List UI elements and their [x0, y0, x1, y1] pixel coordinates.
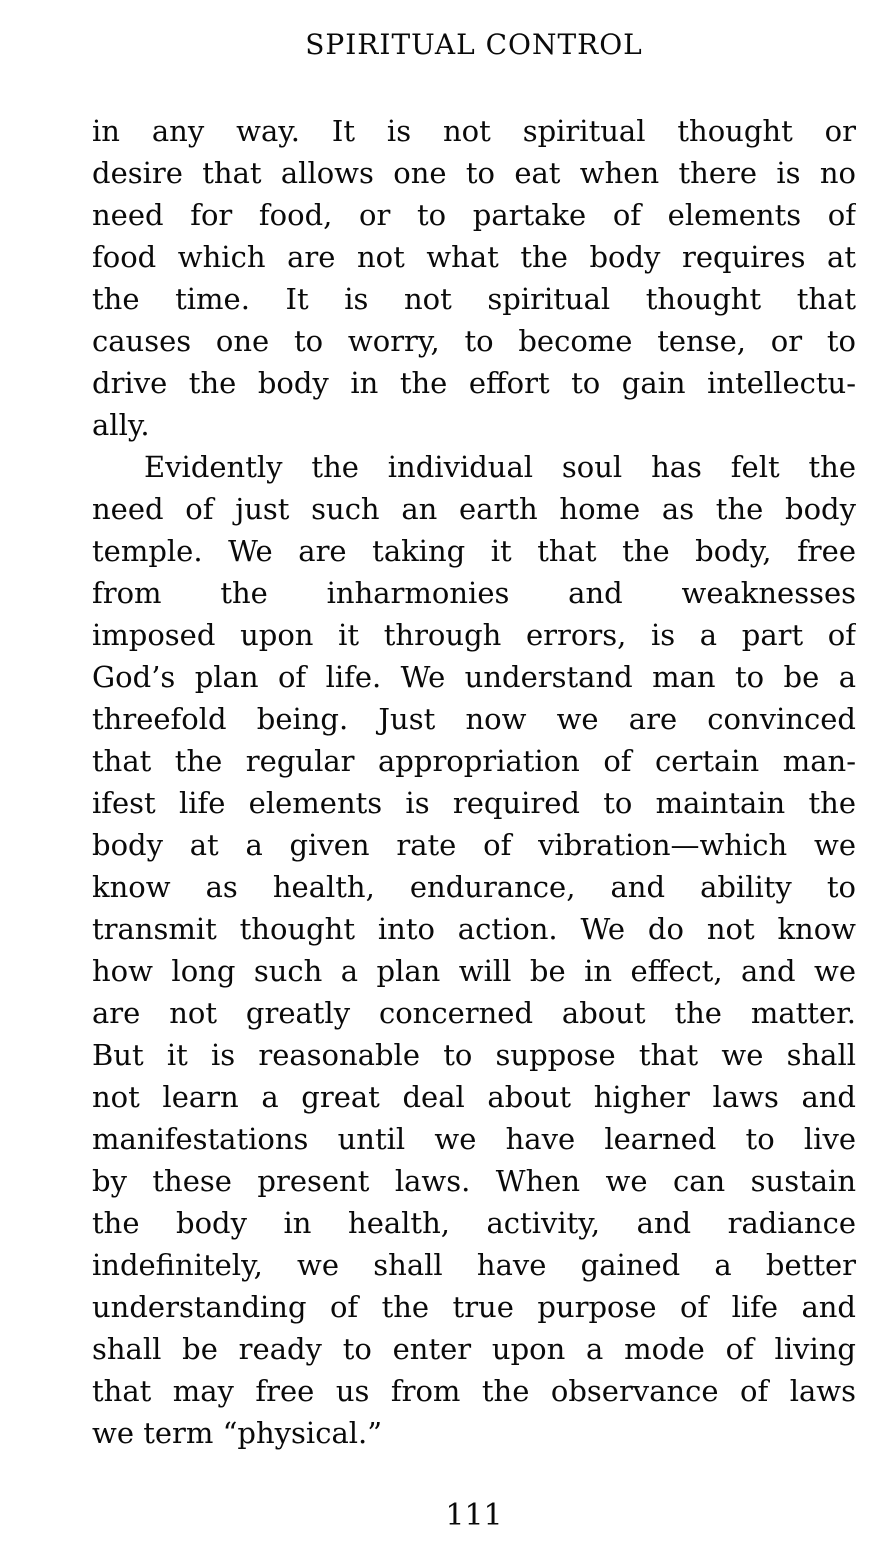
text-line: that the regular appropriation of certain man- [92, 744, 856, 778]
text-line: manifestations until we have learned to live [92, 1122, 856, 1156]
text-line: drive the body in the effort to gain intellectu- [92, 366, 856, 400]
text-line: threefold being. Just now we are convinced [92, 702, 856, 736]
text-line: need for food, or to partake of elements of [92, 198, 856, 232]
running-head: SPIRITUAL CONTROL [305, 28, 643, 61]
text-line: imposed upon it through errors, is a part of [92, 618, 856, 652]
text-line: we term “physical.” [92, 1416, 383, 1450]
text-line: that may free us from the observance of laws [92, 1374, 856, 1408]
text-line: shall be ready to enter upon a mode of living [92, 1332, 856, 1366]
page-number: 111 [445, 1498, 503, 1533]
text-line: But it is reasonable to suppose that we shall [92, 1038, 856, 1072]
text-line: Evidently the individual soul has felt the [144, 450, 856, 484]
text-line: God’s plan of life. We understand man to be a [92, 660, 856, 694]
text-line: know as health, endurance, and ability to [92, 870, 856, 904]
text-line: not learn a great deal about higher laws and [92, 1080, 856, 1114]
text-line: temple. We are taking it that the body, free [92, 534, 856, 568]
text-line: from the inharmonies and weaknesses [92, 576, 856, 610]
text-line: in any way. It is not spiritual thought or [92, 114, 856, 148]
text-line: understanding of the true purpose of life and [92, 1290, 856, 1324]
text-line: need of just such an earth home as the body [92, 492, 856, 526]
text-line: ally. [92, 408, 150, 442]
text-line: causes one to worry, to become tense, or to [92, 324, 856, 358]
text-line: by these present laws. When we can sustain [92, 1164, 856, 1198]
text-line: are not greatly concerned about the matter. [92, 996, 856, 1030]
text-line: indefinitely, we shall have gained a better [92, 1248, 856, 1282]
text-line: how long such a plan will be in effect, and we [92, 954, 856, 988]
text-line: ifest life elements is required to maintain the [92, 786, 856, 820]
text-line: desire that allows one to eat when there is no [92, 156, 856, 190]
body-text [92, 110, 856, 1454]
text-line: the time. It is not spiritual thought that [92, 282, 856, 316]
text-line: the body in health, activity, and radiance [92, 1206, 856, 1240]
text-line: transmit thought into action. We do not know [92, 912, 856, 946]
text-line: food which are not what the body requires at [92, 240, 856, 274]
text-line: body at a given rate of vibration—which we [92, 828, 856, 862]
